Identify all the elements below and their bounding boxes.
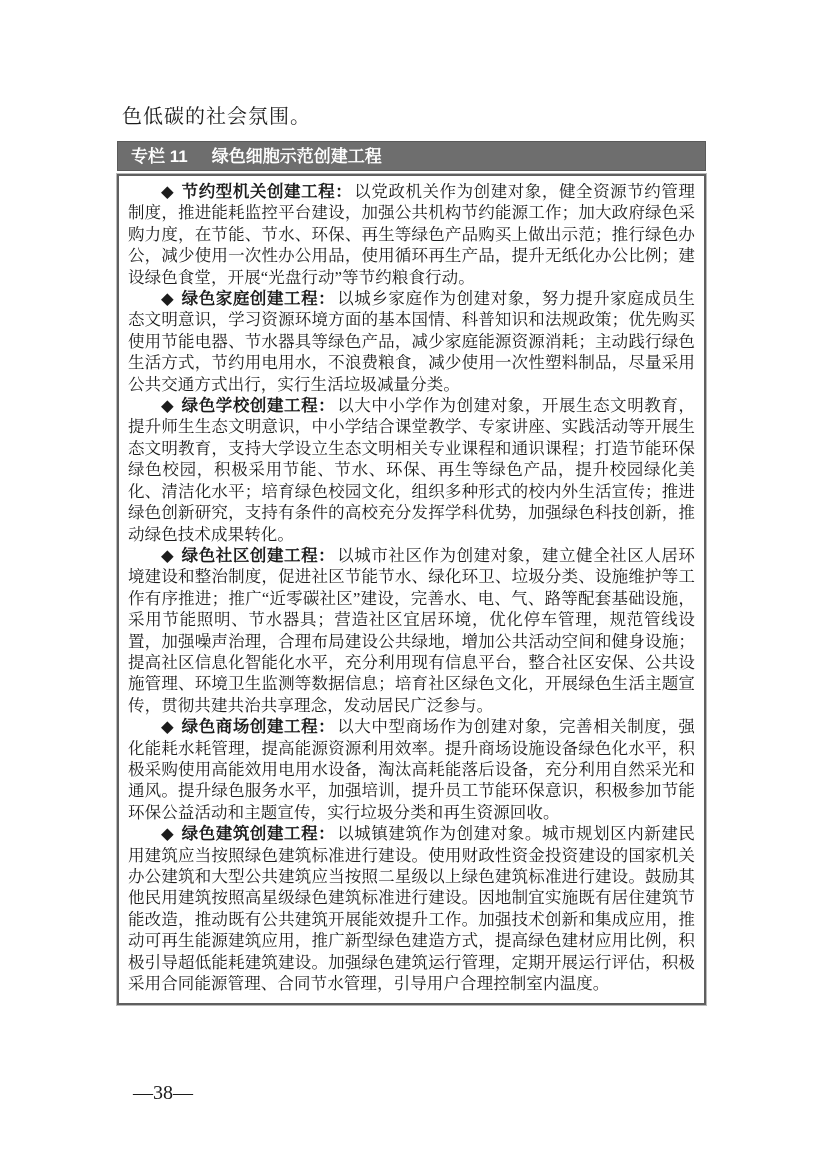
panel-label: 专栏 11: [131, 147, 188, 166]
panel-column-11: [117, 141, 706, 1005]
panel-item: [128, 716, 695, 823]
panel-item: [128, 288, 695, 395]
panel-title: 绿色细胞示范创建工程: [211, 147, 382, 166]
item-heading: 绿色建筑创建工程：: [181, 824, 336, 844]
item-body: 以城镇建筑作为创建对象。城市规划区内新建民用建筑应当按照绿色建筑标准进行建设。使用财政性资金投资建设的国家机关办公建筑和大型公共建筑应当按照二星级以上绿色建筑标准进行建设。鼓励其他民用建筑按照高星级绿色建筑标准进行建设。因地制宜实施既有居住建筑节能改造，推动既有公共建筑开展能效提升工作。加强技术创新和集成应用，推动可再生能源建筑应用，推广新型绿色建造方式，提高绿色建材应用比例，积极引导超低能耗建筑建设。加强绿色建筑运行管理，定期开展运行评估，积极采用合同能源管理、合同节水管理，引导用户合理控制室内温度。: [128, 824, 695, 994]
item-body: 以城乡家庭作为创建对象，努力提升家庭成员生态文明意识，学习资源环境方面的基本国情、科普知识和法规政策；优先购买使用节能电器、节水器具等绿色产品，减少家庭能源资源消耗；主动践行绿色生活方式，节约用电用水，不浪费粮食，减少使用一次性塑料制品，尽量采用公共交通方式出行，实行生活垃圾减量分类。: [128, 289, 695, 394]
intro-text: 色低碳的社会氛围。: [122, 106, 311, 128]
panel-item: [128, 395, 695, 545]
page-number: —38—: [133, 1082, 193, 1104]
item-heading: 绿色家庭创建工程：: [181, 289, 336, 309]
item-heading: 绿色商场创建工程：: [181, 717, 336, 737]
item-heading: 绿色学校创建工程：: [181, 396, 336, 416]
item-body: 以城市社区作为创建对象，建立健全社区人居环境建设和整治制度，促进社区节能节水、绿化环卫、垃圾分类、设施维护等工作有序推进；推广“近零碳社区”建设，完善水、电、气、路等配套基础设施，采用节能照明、节水器具；营造社区宜居环境，优化停车管理，规范管线设置，加强噪声治理，合理布局建设公共绿地，增加公共活动空间和健身设施；提高社区信息化智能化水平，充分利用现有信息平台，整合社区安保、公共设施管理、环境卫生监测等数据信息；培育社区绿色文化，开展绿色生活主题宣传，贯彻共建共治共享理念，发动居民广泛参与。: [128, 545, 695, 715]
item-heading: 节约型机关创建工程：: [181, 182, 353, 201]
item-body: 以大中小学作为创建对象，开展生态文明教育，提升师生生态文明意识，中小学结合课堂教学、专家讲座、实践活动等开展生态文明教育，支持大学设立生态文明相关专业课程和通识课程；打造节能环保绿色校园，积极采用节能、节水、环保、再生等绿色产品，提升校园绿化美化、清洁化水平；培育绿色校园文化，组织多种形式的校内外生活宣传；推进绿色创新研究，支持有条件的高校充分发挥学科优势，加强绿色科技创新，推动绿色技术成果转化。: [128, 396, 695, 544]
item-body: 以党政机关作为创建对象，健全资源节约管理制度，推进能耗监控平台建设，加强公共机构节约能源工作；加大政府绿色采购力度，在节能、节水、环保、再生等绿色产品购买上做出示范；推行绿色办公，减少使用一次性办公用品，使用循环再生产品，提升无纸化办公比例；建设绿色食堂，开展“光盘行动”等节约粮食行动。: [128, 182, 695, 287]
panel-item: [128, 545, 695, 716]
diamond-bullet-icon: ◆: [161, 289, 175, 309]
panel-item: [128, 823, 695, 994]
item-heading: 绿色社区创建工程：: [181, 545, 336, 565]
diamond-bullet-icon: ◆: [161, 396, 175, 416]
diamond-bullet-icon: ◆: [161, 545, 175, 565]
panel-body: [117, 174, 706, 1005]
diamond-bullet-icon: ◆: [161, 717, 175, 737]
panel-item: [128, 181, 695, 288]
item-body: 以大中型商场作为创建对象，完善相关制度，强化能耗水耗管理，提高能源资源利用效率。提升商场设施设备绿色化水平，积极采购使用高能效用电用水设备，淘汰高耗能落后设备，充分利用自然采光和通风。提升绿色服务水平，加强培训，提升员工节能环保意识，积极参加节能环保公益活动和主题宣传，实行垃圾分类和再生资源回收。: [128, 717, 695, 822]
diamond-bullet-icon: ◆: [161, 182, 175, 201]
panel-header: [117, 141, 706, 171]
diamond-bullet-icon: ◆: [161, 824, 175, 844]
